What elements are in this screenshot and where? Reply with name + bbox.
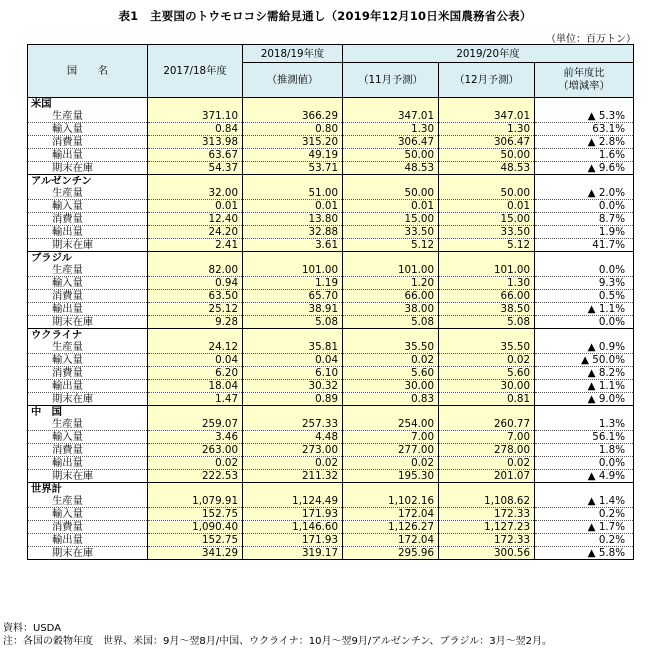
value-cell: 3.46 [148,431,243,444]
value-cell: 195.30 [343,470,439,483]
item-label: 生産量 [28,187,148,200]
value-cell: 300.56 [439,547,535,560]
value-cell: 30.00 [343,380,439,393]
value-cell: 341.29 [148,547,243,560]
value-cell: 347.01 [439,110,535,123]
change-rate-cell: ▲ 2.8% [535,136,634,149]
value-cell: 0.02 [439,354,535,367]
table-row [28,213,634,226]
table-row [28,136,634,149]
value-cell: 1,126.27 [343,521,439,534]
empty-cell [148,98,243,111]
empty-cell [243,329,343,342]
value-cell: 257.33 [243,418,343,431]
item-label: 生産量 [28,418,148,431]
table-row [28,149,634,162]
item-label: 期末在庫 [28,316,148,329]
change-rate-cell: 41.7% [535,239,634,252]
empty-cell [439,98,535,111]
fiscal-year-note: 注：各国の穀物年度 世界、米国：9月～翌8月/中国、ウクライナ：10月～翌9月/アルゼンチン、ブラジル：3月～翌2月。 [3,636,553,647]
value-cell: 1,079.91 [148,495,243,508]
value-cell: 171.93 [243,534,343,547]
value-cell: 371.10 [148,110,243,123]
change-rate-cell: ▲ 1.1% [535,380,634,393]
value-cell: 65.70 [243,290,343,303]
value-cell: 0.81 [439,393,535,406]
value-cell: 0.84 [148,123,243,136]
change-rate-cell: 9.3% [535,277,634,290]
value-cell: 38.00 [343,303,439,316]
item-label: 生産量 [28,495,148,508]
value-cell: 5.12 [439,239,535,252]
value-cell: 33.50 [343,226,439,239]
value-cell: 0.02 [343,354,439,367]
item-label: 輸入量 [28,431,148,444]
value-cell: 0.89 [243,393,343,406]
table-row [28,495,634,508]
group-row [28,329,634,342]
table-row [28,316,634,329]
group-row [28,98,634,111]
value-cell: 49.19 [243,149,343,162]
value-cell: 366.29 [243,110,343,123]
value-cell: 263.00 [148,444,243,457]
value-cell: 13.80 [243,213,343,226]
change-rate-cell: 63.1% [535,123,634,136]
item-label: 輸入量 [28,277,148,290]
value-cell: 6.20 [148,367,243,380]
value-cell: 35.50 [343,341,439,354]
value-cell: 35.81 [243,341,343,354]
empty-cell [243,252,343,265]
value-cell: 319.17 [243,547,343,560]
table-row [28,290,634,303]
value-cell: 0.02 [439,457,535,470]
value-cell: 1.47 [148,393,243,406]
value-cell: 0.01 [439,200,535,213]
table-row [28,457,634,470]
empty-cell [439,329,535,342]
empty-cell [343,98,439,111]
table-row [28,200,634,213]
table-row [28,521,634,534]
change-rate-cell: ▲ 1.7% [535,521,634,534]
value-cell: 50.00 [343,149,439,162]
value-cell: 51.00 [243,187,343,200]
item-label: 輸入量 [28,354,148,367]
value-cell: 5.08 [243,316,343,329]
value-cell: 315.20 [243,136,343,149]
table-row [28,303,634,316]
change-rate-cell: ▲ 4.9% [535,470,634,483]
value-cell: 24.20 [148,226,243,239]
change-rate-cell: 0.2% [535,508,634,521]
empty-cell [535,98,634,111]
item-label: 輸出量 [28,149,148,162]
value-cell: 306.47 [439,136,535,149]
country-name: アルゼンチン [28,175,148,188]
value-cell: 1.30 [439,277,535,290]
change-rate-cell: 0.5% [535,290,634,303]
value-cell: 38.50 [439,303,535,316]
empty-cell [343,252,439,265]
item-label: 輸出量 [28,380,148,393]
value-cell: 1.20 [343,277,439,290]
change-rate-cell: ▲ 9.0% [535,393,634,406]
change-rate-cell: 1.9% [535,226,634,239]
value-cell: 101.00 [243,264,343,277]
value-cell: 25.12 [148,303,243,316]
change-rate-cell: 0.0% [535,316,634,329]
supply-demand-table [27,44,634,560]
change-rate-cell: 1.6% [535,149,634,162]
table-row [28,367,634,380]
value-cell: 1,124.49 [243,495,343,508]
header-2018-19-group: 2018/19年度 [243,45,343,63]
value-cell: 3.61 [243,239,343,252]
table-row [28,264,634,277]
value-cell: 172.33 [439,508,535,521]
value-cell: 50.00 [439,149,535,162]
table-row [28,418,634,431]
value-cell: 12.40 [148,213,243,226]
value-cell: 33.50 [439,226,535,239]
value-cell: 32.00 [148,187,243,200]
group-row [28,483,634,496]
value-cell: 30.32 [243,380,343,393]
value-cell: 66.00 [343,290,439,303]
item-label: 消費量 [28,521,148,534]
item-label: 期末在庫 [28,239,148,252]
change-rate-cell: 56.1% [535,431,634,444]
item-label: 生産量 [28,110,148,123]
change-rate-cell: ▲ 1.1% [535,303,634,316]
value-cell: 254.00 [343,418,439,431]
country-name: ウクライナ [28,329,148,342]
value-cell: 0.01 [243,200,343,213]
table-row [28,470,634,483]
value-cell: 48.53 [439,162,535,175]
table-body [28,98,634,560]
item-label: 生産量 [28,264,148,277]
empty-cell [343,329,439,342]
value-cell: 0.01 [343,200,439,213]
value-cell: 63.67 [148,149,243,162]
item-label: 消費量 [28,367,148,380]
value-cell: 0.04 [243,354,343,367]
value-cell: 1,127.23 [439,521,535,534]
item-label: 消費量 [28,444,148,457]
empty-cell [439,252,535,265]
header-nov-forecast: （11月予測） [343,63,439,98]
table-row [28,547,634,560]
header-dec-forecast: （12月予測） [439,63,535,98]
value-cell: 0.01 [148,200,243,213]
value-cell: 0.83 [343,393,439,406]
value-cell: 35.50 [439,341,535,354]
value-cell: 7.00 [439,431,535,444]
change-rate-cell: ▲ 9.6% [535,162,634,175]
table-row [28,380,634,393]
value-cell: 0.02 [343,457,439,470]
change-rate-cell: ▲ 5.8% [535,547,634,560]
value-cell: 18.04 [148,380,243,393]
header-2019-20-group: 2019/20年度 [343,45,634,63]
table-row [28,431,634,444]
value-cell: 152.75 [148,508,243,521]
value-cell: 347.01 [343,110,439,123]
header-country-name: 国 名 [28,45,148,98]
value-cell: 0.94 [148,277,243,290]
value-cell: 171.93 [243,508,343,521]
value-cell: 32.88 [243,226,343,239]
value-cell: 5.60 [343,367,439,380]
group-row [28,406,634,419]
value-cell: 201.07 [439,470,535,483]
value-cell: 1.30 [343,123,439,136]
value-cell: 66.00 [439,290,535,303]
value-cell: 15.00 [343,213,439,226]
country-name: 米国 [28,98,148,111]
table-row [28,444,634,457]
table-row [28,393,634,406]
value-cell: 1.30 [439,123,535,136]
item-label: 輸入量 [28,508,148,521]
value-cell: 152.75 [148,534,243,547]
value-cell: 1,090.40 [148,521,243,534]
table-row [28,534,634,547]
value-cell: 0.80 [243,123,343,136]
empty-cell [535,483,634,496]
table-row [28,162,634,175]
change-rate-cell: 1.8% [535,444,634,457]
item-label: 消費量 [28,136,148,149]
empty-cell [148,175,243,188]
change-rate-cell: 0.0% [535,200,634,213]
country-name: 世界計 [28,483,148,496]
empty-cell [148,406,243,419]
unit-label: （単位：百万トン） [546,34,636,45]
value-cell: 273.00 [243,444,343,457]
empty-cell [148,252,243,265]
empty-cell [439,406,535,419]
value-cell: 1,108.62 [439,495,535,508]
country-name: 中 国 [28,406,148,419]
header-2018-19-estimate: （推測値） [243,63,343,98]
value-cell: 222.53 [148,470,243,483]
value-cell: 172.33 [439,534,535,547]
item-label: 輸出量 [28,457,148,470]
value-cell: 6.10 [243,367,343,380]
table-row [28,354,634,367]
value-cell: 101.00 [343,264,439,277]
table-row [28,123,634,136]
value-cell: 172.04 [343,508,439,521]
value-cell: 101.00 [439,264,535,277]
empty-cell [535,175,634,188]
value-cell: 82.00 [148,264,243,277]
value-cell: 277.00 [343,444,439,457]
table-row [28,110,634,123]
value-cell: 313.98 [148,136,243,149]
value-cell: 278.00 [439,444,535,457]
value-cell: 50.00 [439,187,535,200]
header-yoy-change: 前年度比 （増減率） [535,63,634,98]
value-cell: 5.08 [343,316,439,329]
empty-cell [535,252,634,265]
value-cell: 172.04 [343,534,439,547]
item-label: 期末在庫 [28,547,148,560]
empty-cell [343,483,439,496]
value-cell: 260.77 [439,418,535,431]
empty-cell [439,483,535,496]
item-label: 輸入量 [28,200,148,213]
item-label: 消費量 [28,213,148,226]
empty-cell [243,98,343,111]
change-rate-cell: 8.7% [535,213,634,226]
value-cell: 1.19 [243,277,343,290]
value-cell: 5.60 [439,367,535,380]
value-cell: 0.04 [148,354,243,367]
item-label: 消費量 [28,290,148,303]
value-cell: 54.37 [148,162,243,175]
value-cell: 15.00 [439,213,535,226]
empty-cell [148,483,243,496]
value-cell: 1,146.60 [243,521,343,534]
table-row [28,277,634,290]
table-row [28,226,634,239]
change-rate-cell: ▲ 50.0% [535,354,634,367]
change-rate-cell: ▲ 5.3% [535,110,634,123]
item-label: 輸出量 [28,226,148,239]
item-label: 輸出量 [28,534,148,547]
value-cell: 7.00 [343,431,439,444]
source-note: 資料：USDA [3,623,62,634]
table-row [28,187,634,200]
empty-cell [343,406,439,419]
group-row [28,252,634,265]
empty-cell [243,483,343,496]
country-name: ブラジル [28,252,148,265]
change-rate-cell: ▲ 1.4% [535,495,634,508]
change-rate-cell: 0.0% [535,457,634,470]
value-cell: 0.02 [243,457,343,470]
empty-cell [243,175,343,188]
value-cell: 24.12 [148,341,243,354]
change-rate-cell: ▲ 2.0% [535,187,634,200]
value-cell: 4.48 [243,431,343,444]
item-label: 輸出量 [28,303,148,316]
item-label: 輸入量 [28,123,148,136]
table-row [28,239,634,252]
item-label: 生産量 [28,341,148,354]
change-rate-cell: 1.3% [535,418,634,431]
item-label: 期末在庫 [28,470,148,483]
value-cell: 211.32 [243,470,343,483]
value-cell: 38.91 [243,303,343,316]
value-cell: 1,102.16 [343,495,439,508]
value-cell: 5.08 [439,316,535,329]
value-cell: 5.12 [343,239,439,252]
item-label: 期末在庫 [28,393,148,406]
value-cell: 0.02 [148,457,243,470]
value-cell: 50.00 [343,187,439,200]
table-row [28,508,634,521]
value-cell: 259.07 [148,418,243,431]
item-label: 期末在庫 [28,162,148,175]
value-cell: 295.96 [343,547,439,560]
header-2017-18: 2017/18年度 [148,45,243,98]
change-rate-cell: ▲ 0.9% [535,341,634,354]
change-rate-cell: 0.0% [535,264,634,277]
change-rate-cell: 0.2% [535,534,634,547]
group-row [28,175,634,188]
table-row [28,341,634,354]
value-cell: 30.00 [439,380,535,393]
empty-cell [535,329,634,342]
value-cell: 9.28 [148,316,243,329]
value-cell: 2.41 [148,239,243,252]
value-cell: 48.53 [343,162,439,175]
value-cell: 53.71 [243,162,343,175]
empty-cell [439,175,535,188]
value-cell: 306.47 [343,136,439,149]
empty-cell [343,175,439,188]
value-cell: 63.50 [148,290,243,303]
table-title: 表1 主要国のトウモロコシ需給見通し（2019年12月10日米国農務省公表） [118,9,532,23]
empty-cell [148,329,243,342]
change-rate-cell: ▲ 8.2% [535,367,634,380]
empty-cell [535,406,634,419]
empty-cell [243,406,343,419]
